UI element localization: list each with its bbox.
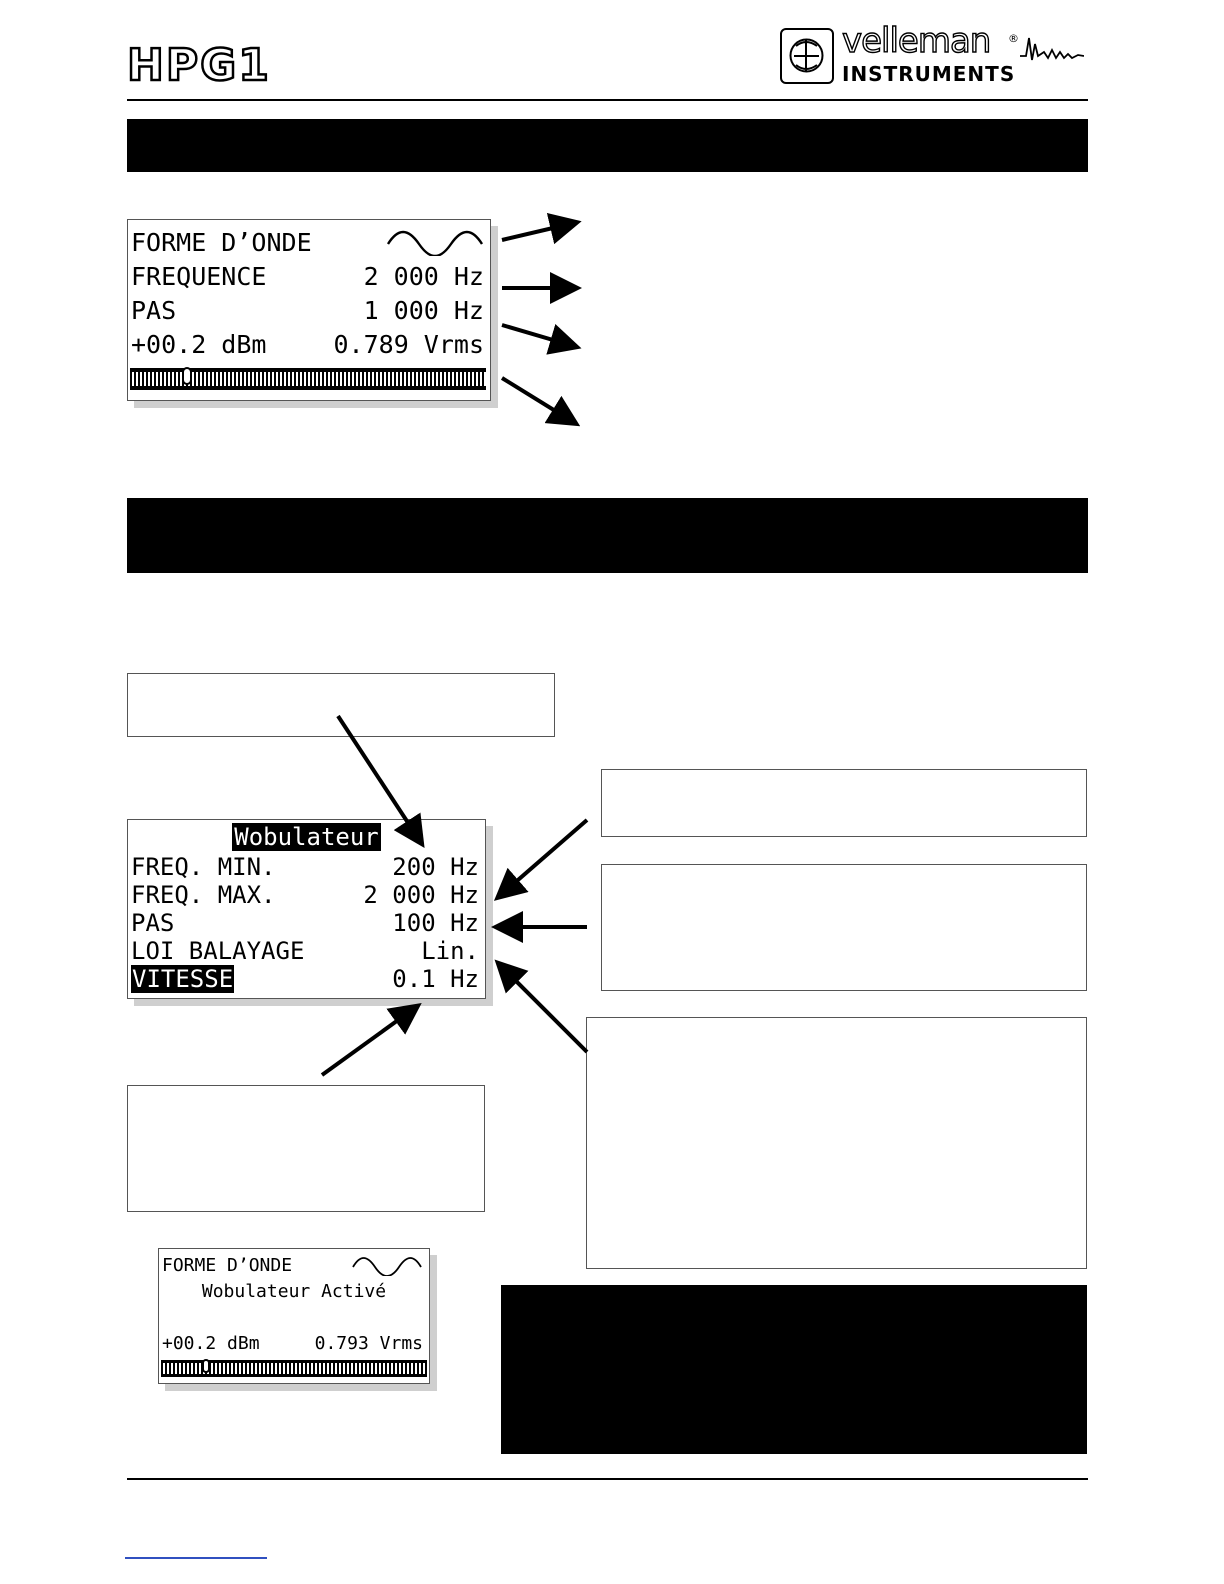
lcd-title-wobulator: Wobulateur	[234, 823, 379, 851]
lcd-label: PAS	[131, 909, 175, 937]
lcd-value: 2 000 Hz	[363, 262, 484, 291]
lcd-label: PAS	[131, 296, 177, 325]
arrow-icon	[503, 968, 587, 1052]
lcd-value: 0.1 Hz	[392, 965, 479, 993]
registered-mark: ®	[1008, 32, 1019, 45]
arrow-icon	[322, 1010, 412, 1075]
lcd-label: FORME D’ONDE	[131, 228, 312, 257]
lcd-label: FREQ. MAX.	[131, 881, 276, 909]
lcd-label: FORME D’ONDE	[162, 1255, 293, 1276]
arrow-icon	[502, 325, 570, 345]
lcd-value: 2 000 Hz	[363, 881, 479, 909]
lcd-label: +00.2 dBm	[162, 1333, 260, 1354]
lcd-status-text: Wobulateur Activé	[201, 1281, 387, 1302]
logo-brand: velleman	[842, 21, 991, 61]
lcd-value: 0.793 Vrms	[314, 1333, 423, 1354]
arrow-icon	[338, 716, 418, 838]
lcd-label: FREQ. MIN.	[131, 853, 276, 881]
lcd-value: 200 Hz	[392, 853, 479, 881]
product-title: HPG1	[127, 40, 271, 91]
lcd-label: +00.2 dBm	[131, 330, 267, 359]
lcd-value: 0.789 Vrms	[333, 330, 484, 359]
arrow-icon	[502, 378, 570, 420]
lcd-label: FREQUENCE	[131, 262, 267, 291]
lcd-value: 100 Hz	[392, 909, 479, 937]
lcd-value: 1 000 Hz	[363, 296, 484, 325]
lcd-value: Lin.	[421, 937, 479, 965]
lcd-label: LOI BALAYAGE	[131, 937, 305, 965]
lcd-label-selected: VITESSE	[132, 965, 234, 993]
arrow-icon	[502, 224, 570, 240]
logo-subtitle: INSTRUMENTS	[842, 62, 1016, 86]
arrow-icon	[503, 820, 587, 893]
